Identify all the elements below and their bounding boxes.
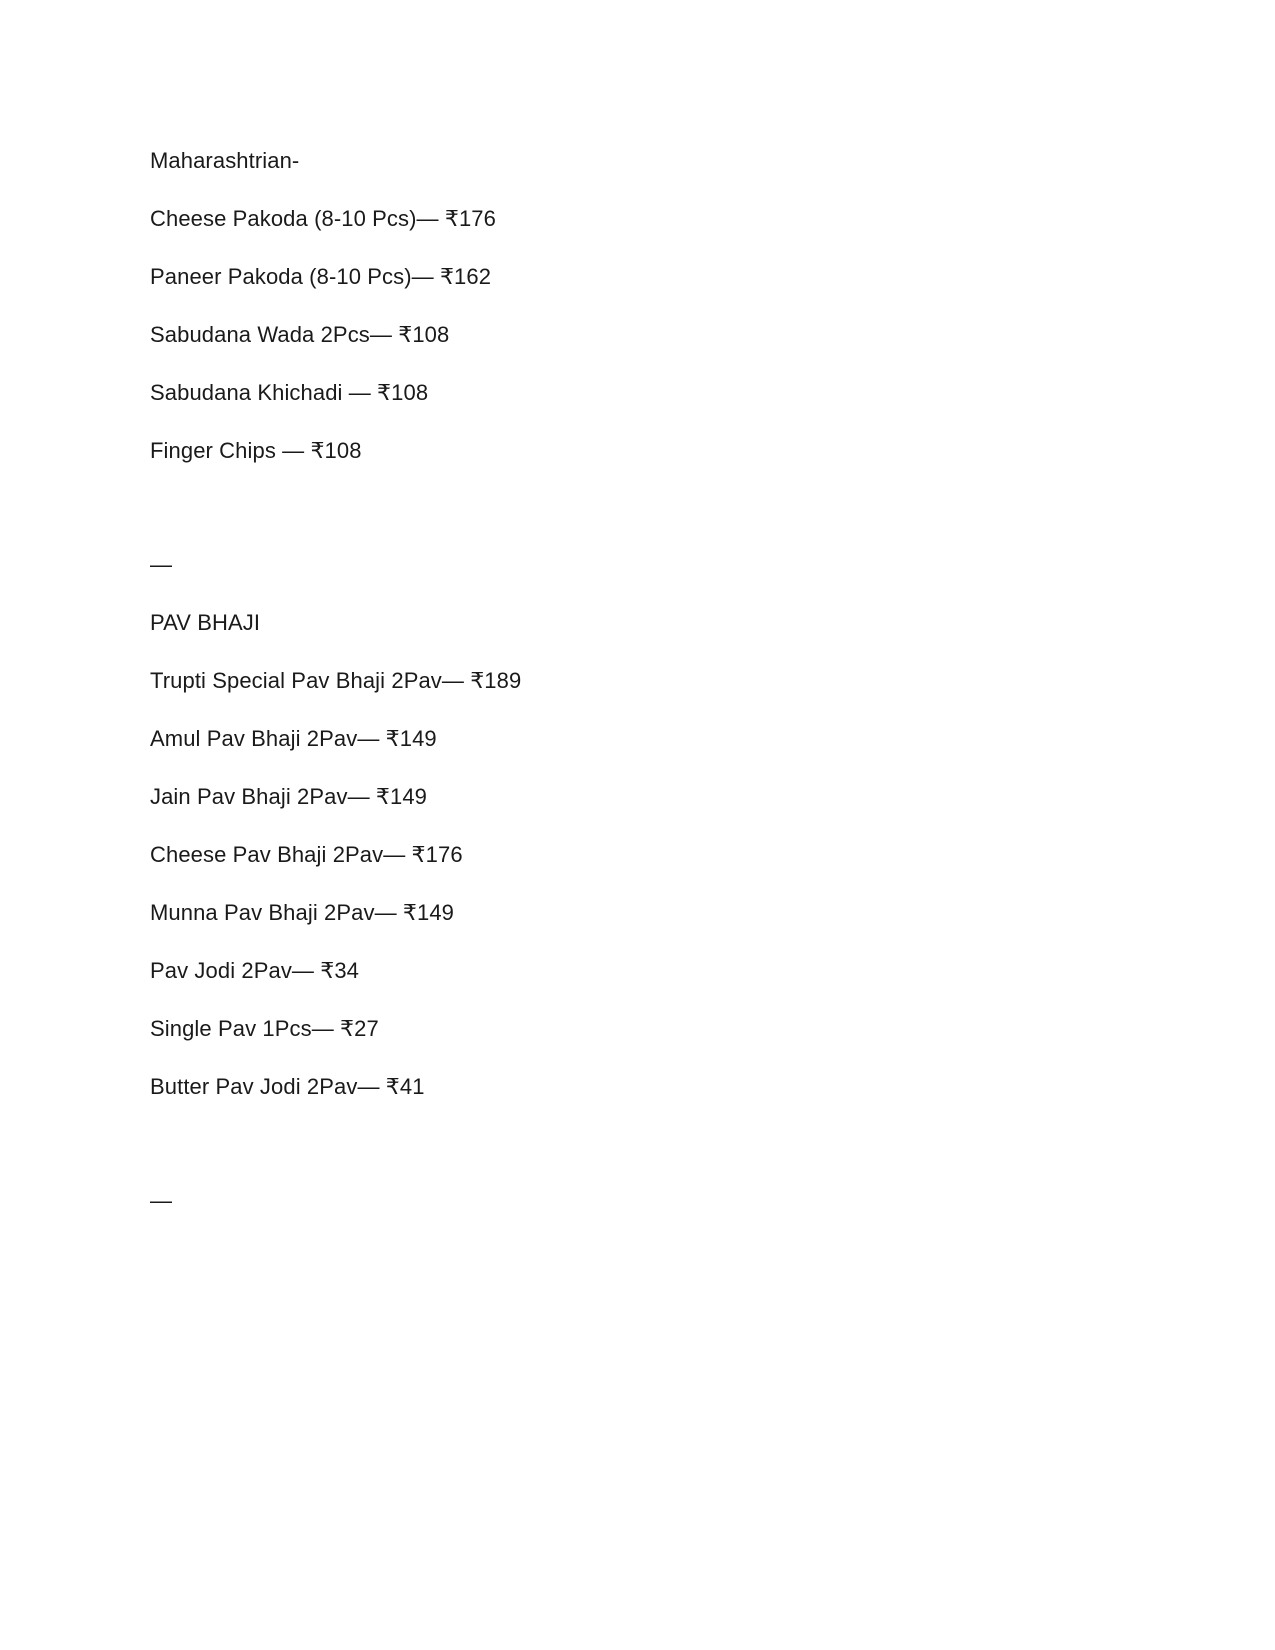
end-separator: —: [150, 1188, 173, 1213]
menu-item: Paneer Pakoda (8-10 Pcs)— ₹162: [150, 264, 492, 289]
menu-item: Sabudana Khichadi — ₹108: [150, 380, 429, 405]
section-heading-maharashtrian: Maharashtrian-: [150, 148, 300, 173]
menu-item: Jain Pav Bhaji 2Pav— ₹149: [150, 784, 427, 809]
menu-item: Amul Pav Bhaji 2Pav— ₹149: [150, 726, 437, 751]
menu-item: Single Pav 1Pcs— ₹27: [150, 1016, 379, 1041]
section-heading-pav-bhaji: PAV BHAJI: [150, 610, 261, 635]
menu-item: Butter Pav Jodi 2Pav— ₹41: [150, 1074, 425, 1099]
menu-item: Pav Jodi 2Pav— ₹34: [150, 958, 360, 983]
menu-item: Cheese Pakoda (8-10 Pcs)— ₹176: [150, 206, 496, 231]
menu-item: Cheese Pav Bhaji 2Pav— ₹176: [150, 842, 463, 867]
menu-item: Finger Chips — ₹108: [150, 438, 362, 463]
section-separator: —: [150, 552, 173, 577]
menu-item: Sabudana Wada 2Pcs— ₹108: [150, 322, 450, 347]
menu-item: Munna Pav Bhaji 2Pav— ₹149: [150, 900, 454, 925]
menu-item: Trupti Special Pav Bhaji 2Pav— ₹189: [150, 668, 522, 693]
